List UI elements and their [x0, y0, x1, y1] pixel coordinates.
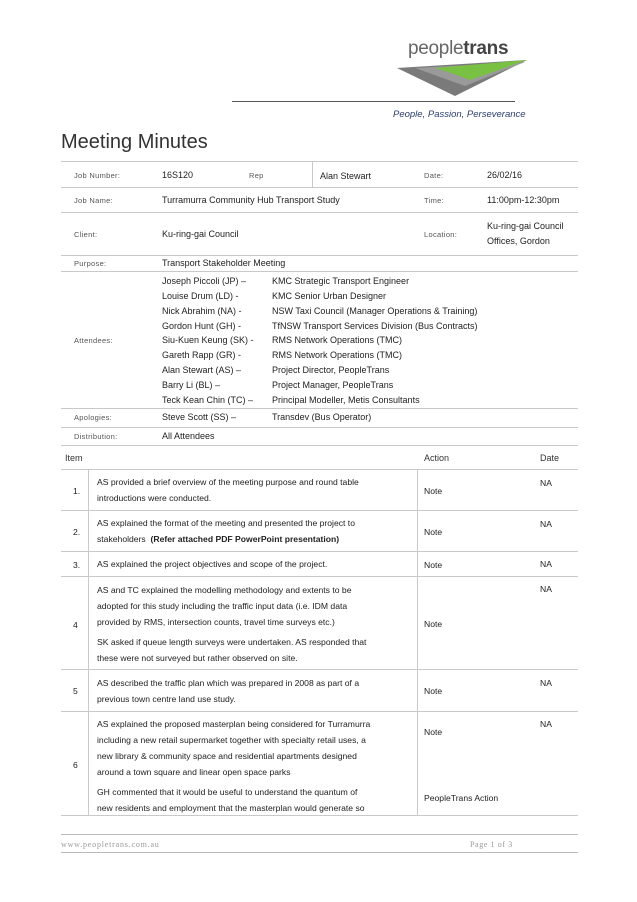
apologies-role: Transdev (Bus Operator): [272, 412, 372, 422]
info-divider: [61, 187, 578, 188]
attendee-name: Siu-Kuen Keung (SK) -: [162, 335, 254, 345]
footer-rule: [61, 834, 578, 835]
items-divider: [61, 669, 578, 670]
tagline: People, Passion, Perseverance: [393, 109, 526, 120]
rep-value: Alan Stewart: [320, 171, 372, 181]
items-col-divider: [417, 469, 418, 815]
item-date: NA: [540, 559, 552, 569]
item-date: NA: [540, 478, 552, 488]
distribution-label: Distribution:: [74, 432, 118, 441]
logo-text-light: people: [408, 38, 464, 59]
footer-rule: [61, 852, 578, 853]
item-description: [97, 675, 359, 707]
attendee-name: Gordon Hunt (GH) -: [162, 321, 242, 331]
item-description: [97, 556, 327, 572]
item-line: provided by RMS, intersection counts, travel time surveys etc.): [97, 617, 335, 627]
attendee-name: Louise Drum (LD) -: [162, 291, 239, 301]
info-divider: [61, 255, 578, 256]
location-line-2: Offices, Gordon: [487, 236, 550, 246]
page-title: Meeting Minutes: [61, 131, 208, 153]
item-description: [97, 474, 359, 506]
item-number: 5: [73, 686, 78, 696]
time-value: 11:00pm-12:30pm: [487, 195, 560, 205]
item-line: AS explained the project objectives and scope of the project.: [97, 559, 328, 569]
items-divider: [61, 711, 578, 712]
rep-label: Rep: [249, 171, 264, 180]
attendees-label: Attendees:: [74, 336, 113, 345]
item-number: 3.: [73, 560, 81, 570]
item-line: [97, 531, 355, 547]
date-value: 26/02/16: [487, 170, 523, 180]
attendee-role: TfNSW Transport Services Division (Bus Contracts): [272, 321, 478, 331]
item-action: Note: [424, 686, 443, 696]
attendee-role: KMC Senior Urban Designer: [272, 291, 387, 301]
item-line: introductions were conducted.: [97, 493, 212, 503]
header-rule: [232, 101, 515, 102]
item-number: 6: [73, 760, 78, 770]
items-divider: [61, 510, 578, 511]
apologies-label: Apologies:: [74, 413, 113, 422]
purpose-value: Transport Stakeholder Meeting: [162, 258, 286, 268]
item-line: AS explained the format of the meeting and presented the project to: [97, 518, 355, 528]
footer-website: www.peopletrans.com.au: [61, 840, 160, 849]
attendee-role: Project Manager, PeopleTrans: [272, 380, 394, 390]
distribution-value: All Attendees: [162, 431, 215, 441]
item-line: AS provided a brief overview of the meeting purpose and round table: [97, 477, 359, 487]
apologies-name: Steve Scott (SS) –: [162, 412, 237, 422]
attendee-name: Teck Kean Chin (TC) –: [162, 395, 254, 405]
client-label: Client:: [74, 230, 98, 239]
item-line: AS and TC explained the modelling methodology and extents to be: [97, 585, 352, 595]
item-line: SK asked if queue length surveys were undertaken. AS responded that: [97, 637, 367, 647]
attendee-name: Joseph Piccoli (JP) –: [162, 276, 247, 286]
job-name-value: Turramurra Community Hub Transport Study: [162, 195, 340, 205]
item-date: NA: [540, 719, 552, 729]
item-line: including a new retail supermarket together with specialty retail uses, a: [97, 735, 366, 745]
item-column-header: Item: [65, 453, 83, 463]
info-cell-divider: [312, 161, 313, 187]
item-line-text: stakeholders: [97, 534, 149, 544]
action-column-header: Action: [424, 453, 450, 463]
item-description: [97, 716, 370, 816]
item-line: previous town centre land use study.: [97, 694, 236, 704]
attendee-role: Principal Modeller, Metis Consultants: [272, 395, 420, 405]
info-divider: [61, 212, 578, 213]
item-action-secondary: PeopleTrans Action: [424, 793, 499, 803]
items-divider: [61, 576, 578, 577]
item-date: NA: [540, 678, 552, 688]
info-table-top-rule: [61, 161, 578, 162]
purpose-label: Purpose:: [74, 259, 107, 268]
info-divider: [61, 271, 578, 272]
info-divider: [61, 408, 578, 409]
item-action: Note: [424, 486, 443, 496]
logo-swoosh-graphic: [395, 56, 530, 98]
info-divider: [61, 427, 578, 428]
attendee-role: RMS Network Operations (TMC): [272, 335, 403, 345]
attendee-name: Nick Abrahim (NA) -: [162, 306, 242, 316]
item-description: [97, 582, 366, 666]
item-action: Note: [424, 560, 443, 570]
date-column-header: Date: [540, 453, 560, 463]
attendee-name: Alan Stewart (AS) –: [162, 365, 242, 375]
item-action: Note: [424, 527, 443, 537]
item-attachment-reference: (Refer attached PDF PowerPoint presentation): [150, 534, 340, 544]
date-label: Date:: [424, 171, 444, 180]
item-line: new residents and employment that the masterplan would generate so: [97, 803, 365, 813]
item-line: GH commented that it would be useful to understand the quantum of: [97, 787, 358, 797]
item-action: Note: [424, 727, 443, 737]
attendee-name: Barry Li (BL) –: [162, 380, 221, 390]
attendee-name: Gareth Rapp (GR) -: [162, 350, 242, 360]
item-line: AS described the traffic plan which was prepared in 2008 as part of a: [97, 678, 360, 688]
footer-page-number: Page 1 of 3: [470, 840, 513, 849]
item-line: these were not surveyed but rather observed on site.: [97, 653, 298, 663]
time-label: Time:: [424, 196, 444, 205]
item-line: new library & community space and residential apartments designed: [97, 751, 357, 761]
item-date: NA: [540, 584, 552, 594]
job-number-value: 16S120: [162, 170, 194, 180]
client-value: Ku-ring-gai Council: [162, 229, 239, 239]
attendee-role: Project Director, PeopleTrans: [272, 365, 390, 375]
info-divider: [61, 445, 578, 446]
item-line: AS explained the proposed masterplan being considered for Turramurra: [97, 719, 371, 729]
items-divider: [61, 551, 578, 552]
item-line: adopted for this study including the traffic input data (i.e. IDM data: [97, 601, 348, 611]
attendee-role: KMC Strategic Transport Engineer: [272, 276, 410, 286]
items-col-divider: [88, 469, 89, 815]
item-date: NA: [540, 519, 552, 529]
job-number-label: Job Number:: [74, 171, 121, 180]
item-number: 4: [73, 620, 78, 630]
logo-text-bold: trans: [463, 38, 509, 59]
item-action: Note: [424, 619, 443, 629]
location-label: Location:: [424, 230, 458, 239]
item-number: 2.: [73, 527, 81, 537]
item-number: 1.: [73, 486, 81, 496]
item-line: around a town square and linear open space parks: [97, 767, 291, 777]
items-divider: [61, 469, 578, 470]
location-line-1: Ku-ring-gai Council: [487, 221, 564, 231]
attendee-role: NSW Taxi Council (Manager Operations & Training): [272, 306, 478, 316]
attendee-role: RMS Network Operations (TMC): [272, 350, 403, 360]
job-name-label: Job Name:: [74, 196, 113, 205]
item-description: [97, 515, 355, 547]
